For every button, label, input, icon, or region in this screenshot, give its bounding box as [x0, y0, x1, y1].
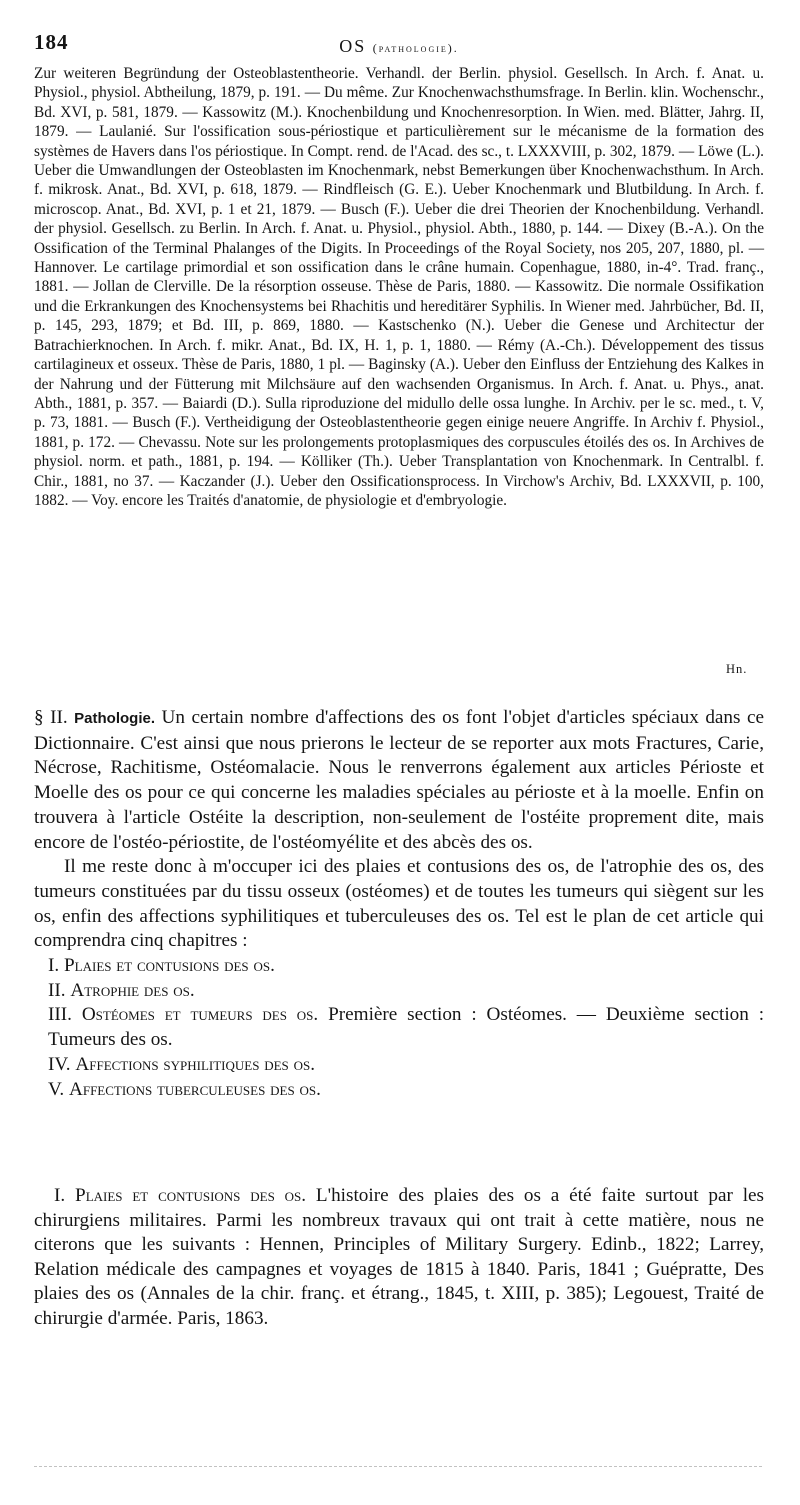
chapter-sections: Première section : Ostéomes. — Deuxième section : Tumeurs des os.: [48, 1004, 765, 1051]
chapter-label: Plaies et contusions des os.: [63, 955, 275, 977]
chapter-1-paragraph: [34, 1184, 764, 1332]
chapter-list-item: [48, 979, 764, 1004]
section-paragraph-1: Un certain nombre d'affections des os font l'objet d'articles spéciaux dans ce Dictionnaire. C'est ainsi que nous prierons le lecteur de se reporter aux mots Fractures, Carie, Nécrose, Rachitisme, Ostéomalacie. Nous le renverrons également aux articles Périoste et Moelle des os pour ce qui concerne les maladies spéciales au périoste et à la moelle. Enfin on trouvera à l'article Ostéite la description, non-seulement de l'ostéite proprement dite, mais encore de l'ostéo-périostite, de l'ostéomyélite et des abcès des os.: [34, 707, 765, 853]
page-header: [34, 30, 764, 60]
bibliography-text: Zur weiteren Begründung der Osteoblastentheorie. Verhandl. der Berlin. physiol. Gesellsch. In Arch. f. Anat. u. Physiol., physiol. Abtheilung, 1879, p. 191. — Du même. Zur Knochenwachsthumsfrage. In Berlin. klin. Wochenschr., Bd. XVI, p. 581, 1879. — Kassowitz (M.). Knochenbildung und Knochenresorption. In Wien. med. Blätter, Jahrg. II, 1879. — Laulanié. Sur l'ossification sous-périostique et particulièrement sur le mécanisme de la formation des systèmes de Havers dans l'os périostique. In Compt. rend. de l'Acad. des sc., t. LXXXVIII, p. 302, 1879. — Löwe (L.). Ueber die Umwandlungen der Osteoblasten im Knochenmark, nebst Bemerkungen über Knochenwachsthum. In Arch. f. mikrosk. Anat., Bd. XVI, p. 618, 1879. — Rindfleisch (G. E.). Ueber Knochenmark und Blutbildung. In Arch. f. microscop. Anat., Bd. XVI, p. 1 et 21, 1879. — Busch (F.). Ueber die drei Theorien der Knochenbildung. Verhandl. der physiol. Gesellsch. zu Berlin. In Arch. f. Anat. u. Physiol., physiol. Abth., 1880, p. 144. — Dixey (B.-A.). On the Ossification of the Terminal Phalanges of the Digits. In Proceedings of the Royal Society, nos 205, 207, 1880, pl. — Hannover. Le cartilage primordial et son ossification dans le crâne humain. Copenhague, 1880, in-4°. Trad. franç., 1881. — Jollan de Clerville. De la résorption osseuse. Thèse de Paris, 1880. — Kassowitz. Die normale Ossifikation und die Erkrankungen des Knochensystems bei Rhachitis und hereditärer Syphilis. In Wiener med. Jahrbücher, Bd. II, p. 145, 293, 1879; et Bd. III, p. 869, 1880. — Kastschenko (N.). Ueber die Genese und Architectur der Batrachierknochen. In Arch. f. mikr. Anat., Bd. IX, H. 1, p. 1, 1880. — Rémy (A.-Ch.). Développement des tissus cartilagineux et osseux. Thèse de Paris, 1880, 1 pl. — Baginsky (A.). Ueber den Einfluss der Entziehung des Kalkes in der Nahrung und der Fütterung mit Milchsäure auf den wachsenden Organismus. In Arch. f. Anat. u. Phys., anat. Abth., 1881, p. 357. — Baiardi (D.). Sulla riproduzione del midullo delle ossa lunghe. In Archiv. per le sc. med., t. V, p. 73, 1881. — Busch (F.). Vertheidigung der Osteoblastentheorie gegen einige neuere Angriffe. In Archiv f. Physiol., 1881, p. 172. — Chevassu. Note sur les prolongements protoplasmiques des corpuscules étoilés des os. In Archives de physiol. norm. et path., 1881, p. 194. — Kölliker (Th.). Ueber Transplantation von Knochenmark. In Centralbl. f. Chir., 1881, no 37. — Kaczander (J.). Ueber den Ossificationsprocess. In Virchow's Archiv, Bd. LXXXVII, p. 100, 1882. — Voy. encore les Traités d'anatomie, de physiologie et d'embryologie.: [34, 65, 764, 509]
chapter-list-item: [48, 1078, 764, 1103]
chapter-number: IV.: [48, 1053, 71, 1075]
chapter-list: [48, 954, 764, 1102]
running-title-sub: (pathologie).: [372, 41, 459, 55]
chapter-1: [34, 1184, 764, 1332]
chapter-list-item: [48, 1053, 764, 1078]
chapter-number: V.: [48, 1078, 65, 1100]
bibliography-block: [34, 64, 764, 510]
chapter-label: Ostéomes et tumeurs des os.: [81, 1004, 319, 1026]
section-paragraph-2: Il me reste donc à m'occuper ici des plaies et contusions des os, de l'atrophie des os, des tumeurs constituées par du tissu osseux (ostéomes) et de toutes les tumeurs qui siègent sur les os, enfin des affections syphilitiques et tuberculeuses des os. Tel est le plan de cet article qui comprendra cinq chapitres :: [34, 856, 764, 952]
chapter-number: II.: [48, 979, 66, 1001]
section-title: Pathologie.: [74, 710, 156, 727]
chapter-list-item: [48, 1003, 764, 1052]
chapter-1-text: L'histoire des plaies des os a été faite surtout par les chirurgiens militaires. Parmi les nombreux travaux qui ont trait à cette matière, nous ne citerons que les suivants : Hennen, Principles of Military Surgery. Edinb., 1822; Larrey, Relation médicale des campagnes et voyages de 1815 à 1840. Paris, 1841 ; Guépratte, Des plaies des os (Annales de la chir. franç. et étrang., 1845, t. XIII, p. 385); Legouest, Traité de chirurgie d'armée. Paris, 1863.: [34, 1185, 765, 1329]
section-number: § II.: [34, 707, 68, 728]
section-pathologie: [34, 706, 764, 1102]
chapter-label: Affections tuberculeuses des os.: [68, 1078, 321, 1100]
running-title-main: OS: [339, 36, 367, 56]
chapter-number: I.: [48, 955, 60, 977]
chapter-number: III.: [48, 1004, 72, 1026]
running-title: [34, 36, 764, 57]
chapter-1-heading: I. Plaies et contusions des os.: [54, 1185, 307, 1206]
chapter-label: Atrophie des os.: [70, 979, 195, 1001]
chapter-list-item: [48, 954, 764, 979]
section-intro: [34, 706, 764, 855]
chapter-label: Affections syphilitiques des os.: [75, 1053, 315, 1075]
author-signature: Hn.: [726, 662, 748, 676]
footer-rule: [34, 1466, 762, 1467]
page-number: 184: [34, 30, 69, 54]
